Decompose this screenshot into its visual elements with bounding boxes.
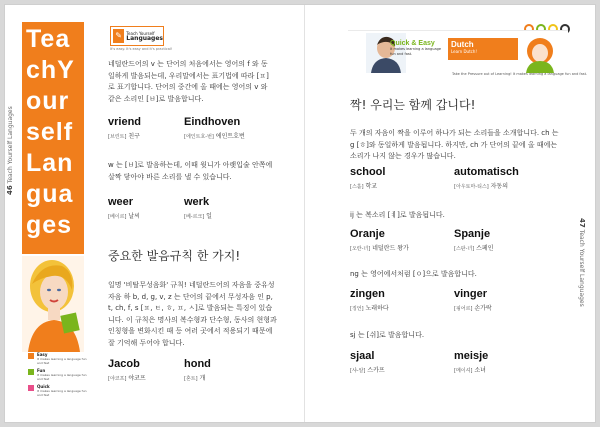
series-badge bbox=[110, 26, 164, 46]
vocab-word: zingen bbox=[350, 288, 385, 300]
dutch-subtitle: Learn Dutch! bbox=[451, 49, 477, 54]
vocab-word: werk bbox=[184, 196, 210, 208]
legend-item bbox=[28, 352, 88, 365]
left-page-number bbox=[6, 106, 14, 195]
vocab-meaning: [브린트] 친구 bbox=[108, 133, 140, 140]
intro-paragraph: 두 개의 자음이 짝을 이루어 하나가 되는 소리들을 소개합니다. ch 는 g [ㅎ]와 동일하게 발음됩니다. 하지만, ch 가 단어의 끝에 올 때에는 소리가 나지 않는 경우가 많습니다. bbox=[350, 129, 559, 160]
vocab-meaning: [징언] 노래하다 bbox=[350, 305, 389, 312]
vocab-word: school bbox=[350, 166, 386, 178]
side-title-line: ges bbox=[26, 211, 73, 239]
vocab-meaning: [아우토마-티스] 자동의 bbox=[454, 183, 508, 190]
vocab-word: weer bbox=[108, 196, 134, 208]
section-heading: 짝! 우리는 함께 갑니다! bbox=[350, 98, 476, 112]
ng-rule-text: ng 는 영어에서처럼 [ㅇ]으로 발음합니다. bbox=[350, 270, 477, 278]
vocab-meaning: [스판-녀] 스페인 bbox=[454, 245, 494, 252]
vocab-meaning: [핑어르] 손가락 bbox=[454, 305, 492, 312]
vocab-meaning: [메이셔] 소녀 bbox=[454, 367, 486, 374]
badge-line1: Teach Yourself bbox=[126, 31, 155, 36]
vocab-meaning: [혼트] 개 bbox=[184, 375, 206, 382]
vocab-meaning: [베-르크] 일 bbox=[184, 213, 212, 220]
vocab-word: vinger bbox=[454, 288, 488, 300]
side-title-line: our bbox=[26, 87, 70, 115]
qe-title: Quick & Easy bbox=[390, 40, 435, 47]
badge-line2: Languages bbox=[126, 35, 163, 42]
vocab-meaning: [야코프] 야코프 bbox=[108, 375, 146, 382]
vocab-word: sjaal bbox=[350, 350, 375, 362]
legend-title: Quick bbox=[37, 384, 50, 389]
legend-dot-icon bbox=[28, 353, 34, 359]
dutch-label-box bbox=[448, 38, 518, 60]
page-caption: Teach Yourself Languages bbox=[578, 229, 585, 307]
vocab-word: meisje bbox=[454, 350, 489, 362]
page-number: 46 bbox=[6, 185, 14, 195]
side-title-line: Tea bbox=[26, 25, 71, 53]
legend-text: It makes learning a language fun and fast bbox=[37, 389, 87, 397]
legend-dot-icon bbox=[28, 385, 34, 391]
qe-subtitle: It makes learning a language fun and fast. bbox=[390, 47, 442, 56]
right-page-number bbox=[578, 218, 586, 307]
vocab-meaning: [베이르] 날씨 bbox=[108, 213, 140, 220]
vocab-word: automatisch bbox=[454, 166, 519, 178]
page-caption: Teach Yourself Languages bbox=[7, 106, 14, 184]
legend-item bbox=[28, 368, 88, 381]
vocab-word: hond bbox=[184, 358, 211, 370]
rule-paragraph: 일명 '비탈무성음화' 규칙! 네덜란드어의 자음을 중유성자음 하 b, d, g, v, z 는 단어의 끝에서 무성자음 인 p, t, ch, f, s [ㅍ, ㅌ, ㅎ, ㅍ, ㅅ]로 발음되는 특징이 있습니다. 이 규칙은 명사의 복수형과 단수형, 동사의 현형과 인칭형을 변화시킨 때 등 여러 곳에서 적용되기 때문에 잘 기억해 두어야 합니다. bbox=[108, 281, 277, 347]
vocab-meaning: [오란-녀] 네덜란드 왕가 bbox=[350, 245, 409, 252]
legend-text: It makes learning a language fun and fast bbox=[37, 373, 87, 381]
legend-item bbox=[28, 384, 88, 397]
badge-tagline: It's easy. It's easy and it's practical! bbox=[110, 47, 173, 51]
feature-legend bbox=[28, 352, 88, 400]
vocab-word: Jacob bbox=[108, 358, 140, 370]
side-title-block bbox=[22, 22, 84, 254]
girl-illustration bbox=[520, 33, 560, 73]
ij-rule-text: ij 는 복소리 [ㅖ]로 발음됩니다. bbox=[350, 211, 445, 219]
vocab-word: vriend bbox=[108, 116, 142, 128]
side-title-line: Lan bbox=[26, 149, 74, 177]
w-rule-paragraph: w 는 [ㅂ]로 발음하는데, 이때 윗니가 아랫입술 안쪽에 살짝 닿아야 바른 소리를 낼 수 있습니다. bbox=[108, 161, 273, 181]
header-tagline: Take the Pressure out of Learning! It makes learning a language fun and fast. bbox=[452, 72, 588, 76]
woman-illustration bbox=[22, 256, 84, 352]
legend-text: It makes learning a language fun and fast bbox=[37, 357, 87, 365]
side-title-line: self bbox=[26, 118, 74, 146]
quick-easy-block bbox=[390, 40, 446, 70]
vocab-meaning: [스홀] 학교 bbox=[350, 183, 378, 190]
sj-rule-text: sj 는 [쉬]로 발음합니다. bbox=[350, 331, 425, 339]
page-gutter bbox=[304, 5, 305, 422]
vocab-meaning: [에인트호-번] 에인트호번 bbox=[184, 133, 245, 140]
dutch-title: Dutch bbox=[451, 40, 474, 49]
legend-dot-icon bbox=[28, 369, 34, 375]
legend-title: Fun bbox=[37, 368, 46, 373]
intro-paragraph: 네덜란드어의 v 는 단어의 처음에서는 영어의 f 와 동일하게 발음되는데, 우리말에서는 표기법에 따라 [ㅍ]로 표기합니다. 단어의 중간에 올 때에는 영어의 v 와 같은 소리인 [ㅂ]로 발음합니다. bbox=[108, 60, 269, 103]
legend-title: Easy bbox=[37, 352, 48, 357]
vocab-word: Spanje bbox=[454, 228, 491, 240]
side-title-line: chY bbox=[26, 56, 75, 84]
page-number: 47 bbox=[578, 218, 586, 228]
vocab-word: Eindhoven bbox=[184, 116, 241, 128]
book-icon: ✎ bbox=[113, 29, 124, 43]
vocab-word: Oranje bbox=[350, 228, 385, 240]
side-title-line: gua bbox=[26, 180, 74, 208]
section-heading: 중요한 발음규칙 한 가지! bbox=[108, 249, 241, 263]
vocab-meaning: [샤-알] 스카프 bbox=[350, 367, 385, 374]
